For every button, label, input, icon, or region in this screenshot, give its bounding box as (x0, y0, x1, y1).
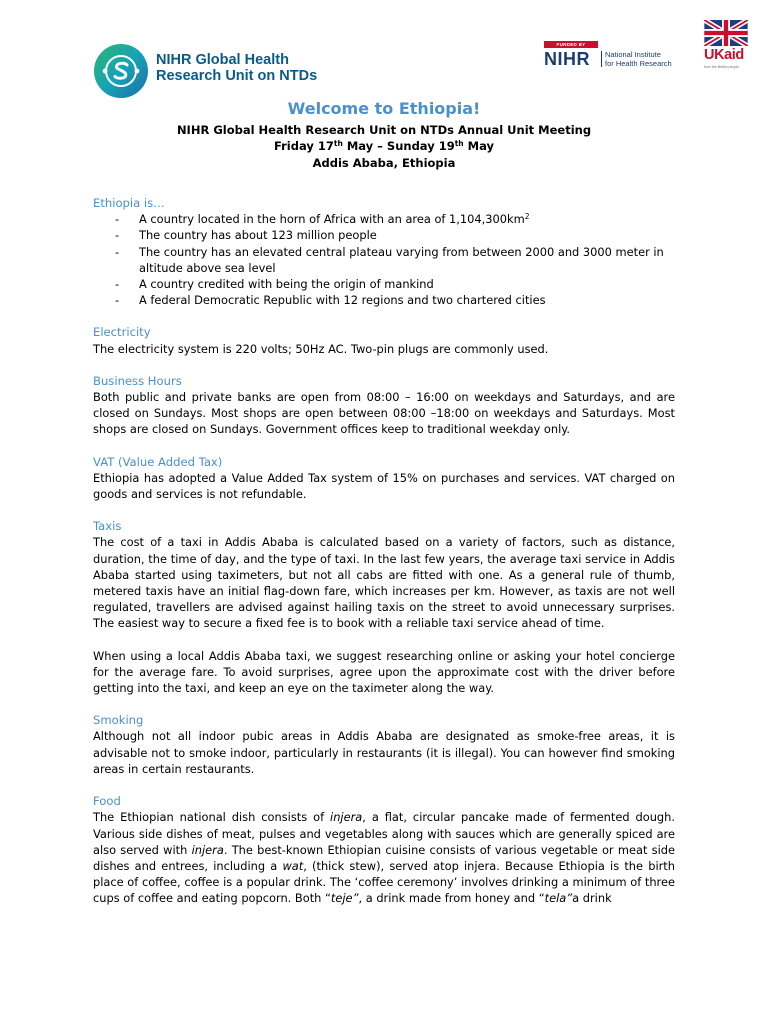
ntd-logo-line1: NIHR Global Health (156, 52, 289, 68)
nihr-funded-badge: FUNDED BY (544, 41, 598, 48)
section-title-smoking: Smoking (93, 713, 144, 728)
section-title-taxis: Taxis (93, 519, 122, 534)
business-hours-text: Both public and private banks are open from 08:00 – 16:00 on weekdays and Saturdays, and are closed on Sundays. Most shops are open between 08:00 –18:00 on weekdays and Saturdays. Most shops are closed on Sundays. Government offices keep to traditional weekday only. (93, 390, 675, 437)
section-title-ethiopia: Ethiopia is… (93, 196, 165, 210)
taxis-text-1: The cost of a taxi in Addis Ababa is calculated based on a variety of factors, such as distance, duration, the time of day, and the type of taxi. In the last few years, the average taxi service in Addis Ababa started using taximeters, but not all cabs are fitted with one. As a general rule of thumb, metered taxis have an initial flag-down fare, which increases per km. However, as taxis are not well regulated, travellers are advised against hailing taxis on the street to avoid unnecessary surprises. The easiest way to secure a fixed fee is to book with a reliable taxi service ahead of time. (93, 535, 675, 631)
ntd-logo-line2: Research Unit on NTDs (156, 68, 318, 84)
electricity-text: The electricity system is 220 volts; 50Hz AC. Two-pin plugs are commonly used. (93, 341, 549, 356)
meeting-name: NIHR Global Health Research Unit on NTDs Annual Unit Meeting (176, 123, 592, 137)
ethiopia-facts-list (93, 211, 675, 308)
nihr-wordmark: NIHR (544, 49, 590, 69)
smoking-text: Although not all indoor pubic areas in Addis Ababa are designated as smoke-free areas, it is advisable not to smoke indoor, particularly in restaurants (it is illegal). You can however find smoking areas in certain restaurants. (93, 729, 675, 776)
ntd-unit-logo-icon (92, 42, 150, 100)
union-flag-icon (704, 20, 748, 46)
section-title-business-hours: Business Hours (93, 373, 182, 388)
taxis-text-2: When using a local Addis Ababa taxi, we suggest researching online or asking your hotel concierge for the average fare. To avoid surprises, agree upon the approximate cost with the driver before getting into the taxi, and keep an eye on the taximeter along the way. (93, 648, 675, 696)
vat-text: Ethiopia has adopted a Value Added Tax system of 15% on purchases and services. VAT charged on goods and services is not refundable. (93, 470, 675, 502)
section-title-vat: VAT (Value Added Tax) (93, 454, 223, 469)
meeting-location: Addis Ababa, Ethiopia (312, 156, 456, 170)
nihr-divider (601, 51, 602, 67)
ukaid-wordmark: UKaid (704, 47, 744, 63)
page-title: Welcome to Ethiopia! (287, 99, 481, 118)
section-title-electricity: Electricity (93, 325, 151, 340)
list-item: - The country has about 123 million people (115, 228, 377, 243)
list-item: - A country located in the horn of Africa with an area of $1,104,300km^2$ (115, 212, 530, 227)
ukaid-tagline: from the British people (704, 65, 740, 69)
meeting-dates: Friday 17th May – Sunday 19th May (273, 139, 495, 153)
ukaid-logo (702, 20, 750, 72)
section-title-food: Food (93, 794, 121, 809)
list-item: - The country has an elevated central plateau varying from between 2000 and 3000 meter in altitude above sea level (115, 244, 664, 275)
nihr-logo (544, 41, 684, 71)
list-item: - A federal Democratic Republic with 12 regions and two chartered cities (115, 293, 546, 308)
nihr-name-line2: for Health Research (605, 58, 672, 68)
nihr-name-line1: National Institute (605, 50, 661, 59)
list-item: - A country credited with being the origin of mankind (115, 277, 434, 292)
ntd-unit-logo (92, 42, 332, 100)
document-body (93, 195, 675, 907)
food-text: The Ethiopian national dish consists of injera, a flat, circular pancake made of fermented dough. Various side dishes of meat, pulses and vegetables along with sauces which are generally spiced are also served with injera. The best-known Ethiopian cuisine consists of various vegetable or meat side dishes and entrees, including a wat, (thick stew), served atop injera. Because Ethiopia is the birth place of coffee, coffee is a popular drink. The ‘coffee ceremony’ involves drinking a minimum of three cups of coffee and eating popcorn. Both “teje”, a drink made from honey and “tela”a drink (93, 810, 676, 906)
